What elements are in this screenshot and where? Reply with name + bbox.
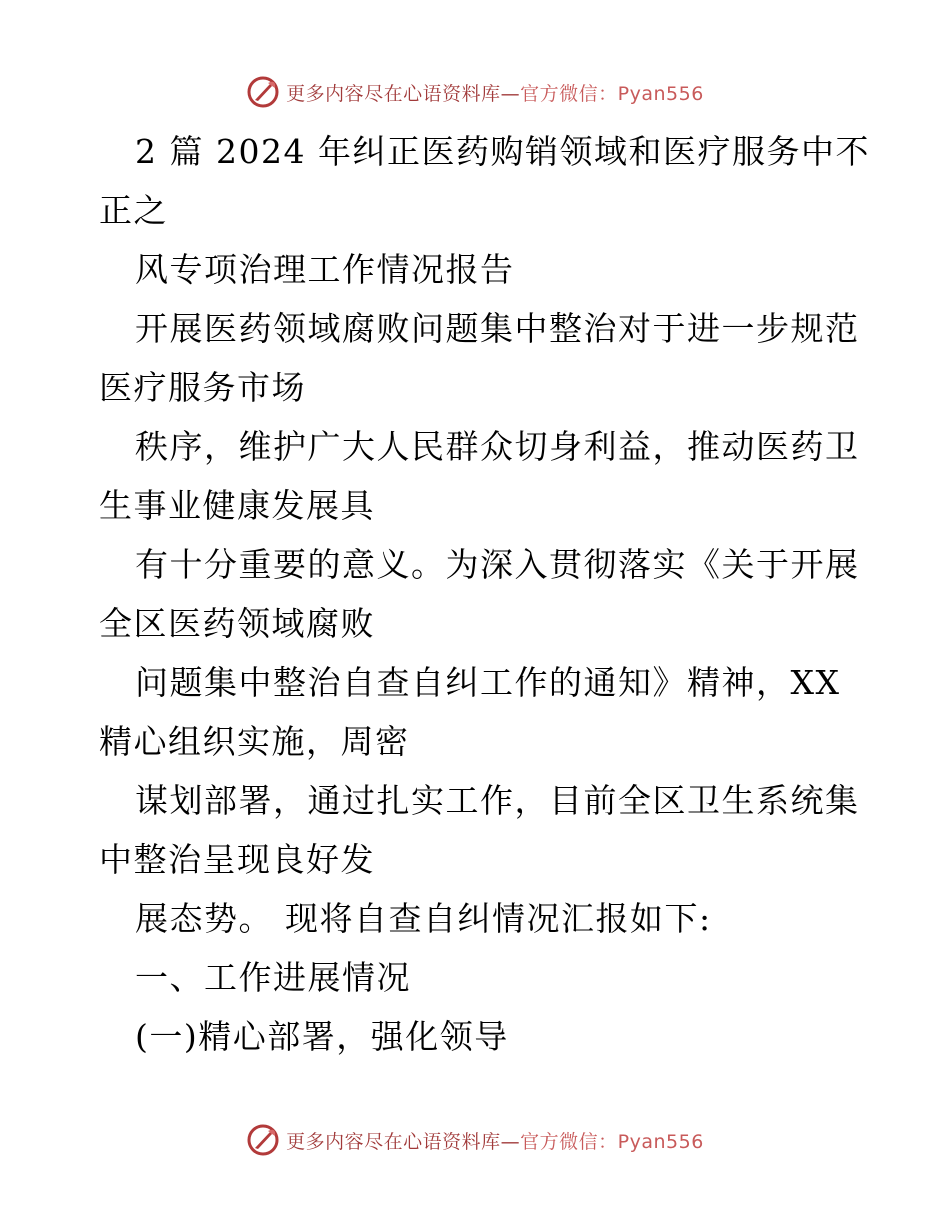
paragraph-line: 医疗服务市场 [99, 368, 306, 407]
paragraph-line: 谋划部署，通过扎实工作，目前全区卫生系统集 [135, 781, 860, 820]
title-line-1: 2 篇 2024 年纠正医药购销领域和医疗服务中不 [135, 132, 870, 171]
paragraph-line: 全区医药领域腐败 [99, 604, 375, 643]
watermark-separator: — [500, 82, 521, 105]
title-line-3: 风专项治理工作情况报告 [135, 250, 515, 289]
watermark-wechat: 官方微信：Pyan556 [520, 1130, 704, 1153]
watermark-text [286, 1127, 704, 1154]
paragraph-line: 生事业健康发展具 [99, 486, 375, 525]
paragraph-line: 精心组织实施，周密 [99, 722, 410, 761]
paragraph-line: 展态势。 现将自查自纠情况汇报如下: [135, 899, 712, 938]
watermark-wechat: 官方微信：Pyan556 [520, 82, 704, 105]
subsection-heading: (一)精心部署，强化领导 [135, 1017, 509, 1056]
watermark-main: 更多内容尽在心语资料库 [286, 1130, 501, 1153]
paragraph-line: 开展医药领域腐败问题集中整治对于进一步规范 [135, 309, 860, 348]
paragraph-line: 问题集中整治自查自纠工作的通知》精神，XX [135, 663, 841, 702]
section-heading: 一、工作进展情况 [135, 958, 411, 997]
feather-pen-logo-icon [246, 1123, 280, 1157]
title-line-2: 正之 [99, 191, 168, 230]
watermark-main: 更多内容尽在心语资料库 [286, 82, 501, 105]
paragraph-line: 有十分重要的意义。为深入贯彻落实《关于开展 [135, 545, 860, 584]
paragraph-line: 秩序，维护广大人民群众切身利益，推动医药卫 [135, 427, 860, 466]
footer-watermark [0, 1120, 950, 1160]
watermark-text [286, 79, 704, 106]
paragraph-line: 中整治呈现良好发 [99, 840, 375, 879]
document-body [99, 122, 870, 1066]
header-watermark [0, 72, 950, 112]
watermark-separator: — [500, 1130, 521, 1153]
feather-pen-logo-icon [246, 75, 280, 109]
